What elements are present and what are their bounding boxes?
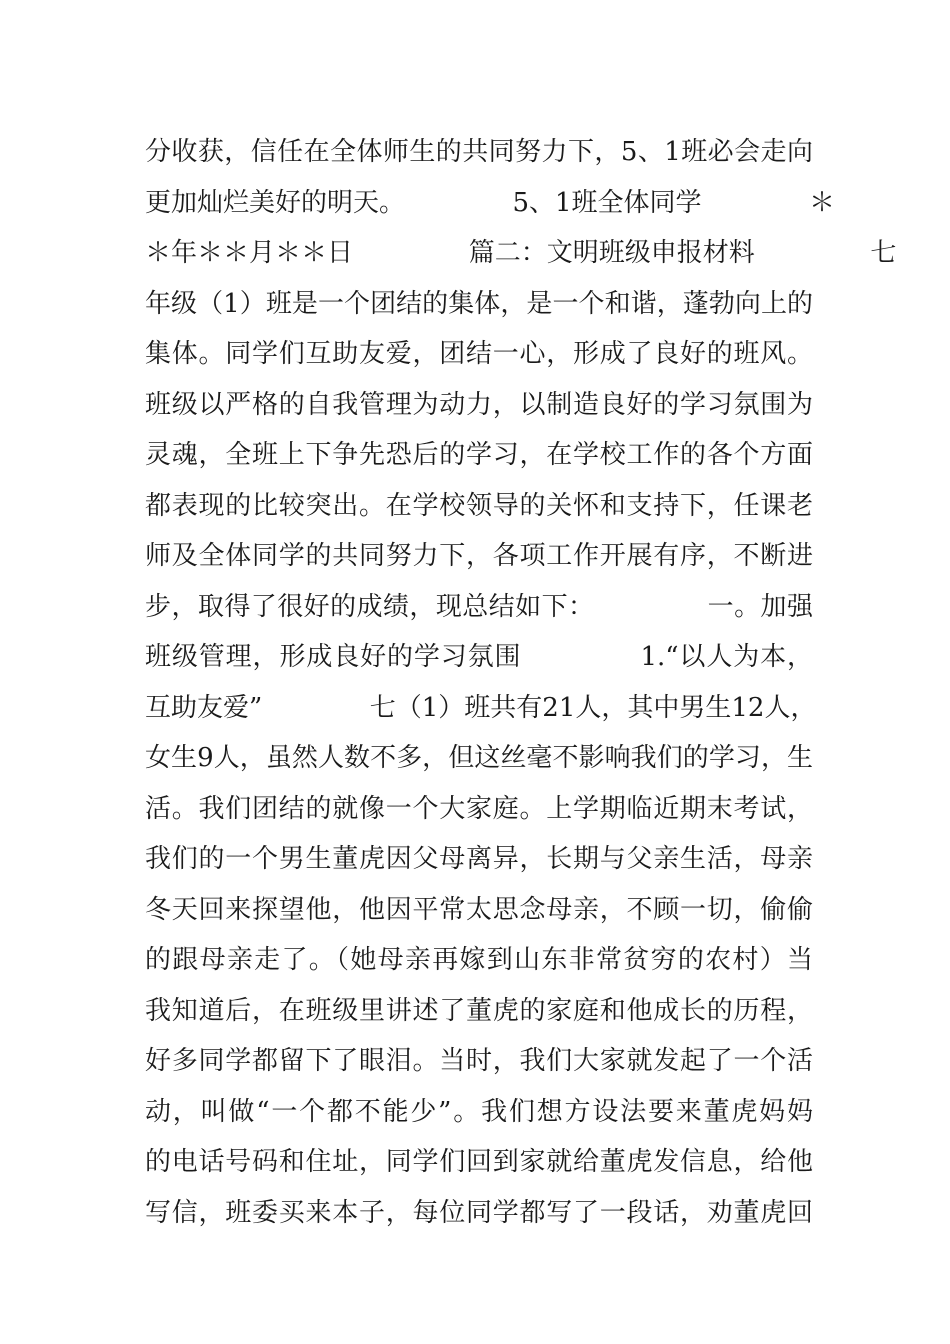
text-line-5: 集体。同学们互助友爱，团结一心，形成了良好的班风。 (145, 339, 813, 369)
text-line-12: 互助友爱” 七（1）班共有21人，其中男生12人， (145, 692, 817, 723)
text-line-3: ＊年＊＊月＊＊日 篇二：文明班级申报材料 七 (145, 238, 897, 268)
text-line-9: 师及全体同学的共同努力下，各项工作开展有序，不断进 (145, 541, 813, 571)
text-line-16: 冬天回来探望他，他因平常太思念母亲，不顾一切，偷偷 (145, 894, 813, 925)
text-line-8: 都表现的比较突出。在学校领导的关怀和支持下，任课老 (145, 490, 813, 521)
text-line-7: 灵魂，全班上下争先恐后的学习，在学校工作的各个方面 (145, 440, 813, 470)
text-line-20: 动，叫做“一个都不能少”。我们想方设法要来董虎妈妈 (145, 1096, 813, 1127)
text-line-18: 我知道后，在班级里讲述了董虎的家庭和他成长的历程， (145, 995, 813, 1026)
text-line-22: 写信，班委买来本子，每位同学都写了一段话，劝董虎回 (145, 1197, 813, 1228)
text-line-6: 班级以严格的自我管理为动力，以制造良好的学习氛围为 (145, 389, 813, 420)
text-line-14: 活。我们团结的就像一个大家庭。上学期临近期末考试， (145, 793, 813, 824)
body-text (145, 127, 897, 1238)
text-line-2: 更加灿烂美好的明天。 5、1班全体同学 ＊ (145, 187, 835, 218)
text-line-11: 班级管理，形成良好的学习氛围 1.“以人为本， (145, 642, 813, 672)
text-line-13: 女生9人，虽然人数不多，但这丝毫不影响我们的学习，生 (145, 743, 813, 773)
text-line-17: 的跟母亲走了。（她母亲再嫁到山东非常贫穷的农村）当 (145, 945, 813, 975)
text-line-10: 步，取得了很好的成绩，现总结如下： 一。加强 (145, 591, 813, 622)
text-line-4: 年级（1）班是一个团结的集体，是一个和谐，蓬勃向上的 (145, 288, 813, 319)
text-line-19: 好多同学都留下了眼泪。当时，我们大家就发起了一个活 (145, 1046, 813, 1076)
text-line-1: 分收获，信任在全体师生的共同努力下，5、1班必会走向 (145, 137, 813, 167)
text-line-15: 我们的一个男生董虎因父母离异，长期与父亲生活，母亲 (145, 844, 813, 874)
text-line-21: 的电话号码和住址，同学们回到家就给董虎发信息，给他 (145, 1147, 813, 1177)
